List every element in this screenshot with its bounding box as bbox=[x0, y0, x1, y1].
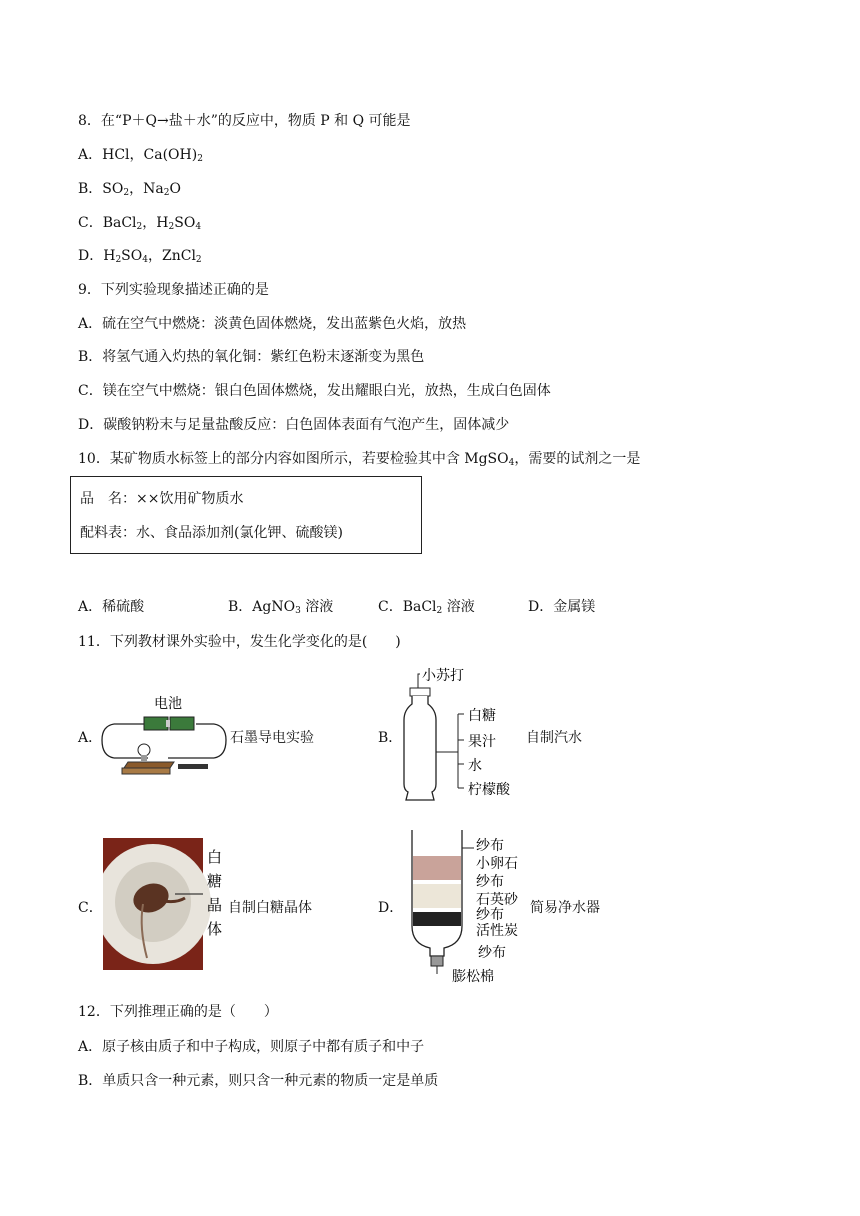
q9-option-b: B．将氢气通入灼热的氧化铜：紫红色粉末逐渐变为黑色 bbox=[78, 349, 425, 365]
q11-caption-a: 石墨导电实验 bbox=[230, 730, 314, 746]
q12-stem: 12．下列推理正确的是（ ） bbox=[78, 1004, 278, 1020]
q11-letter-b: B． bbox=[378, 730, 403, 746]
q8-option-c bbox=[78, 213, 201, 233]
q8-c-sub: 2 bbox=[136, 222, 143, 232]
gauze-label-3: 纱布 bbox=[476, 907, 504, 923]
q8-c-text3: SO bbox=[174, 215, 196, 231]
label-char-2: 糖 bbox=[207, 872, 223, 890]
q8-stem-suffix: 盐＋水”的反应中，物质 P 和 Q 可能是 bbox=[168, 113, 411, 129]
q11-caption-c: 自制白糖晶体 bbox=[228, 900, 312, 916]
q8-c-text: C．BaCl bbox=[78, 215, 137, 231]
gauze-label-4: 纱布 bbox=[478, 945, 506, 961]
q8-a-text: A．HCl，Ca(OH) bbox=[78, 147, 198, 163]
q8-b-text: B．SO bbox=[78, 181, 124, 197]
q8-stem bbox=[78, 111, 411, 131]
q10-b-sub: 3 bbox=[295, 606, 301, 616]
label-char-4: 体 bbox=[207, 920, 223, 938]
citric-acid-label: 柠檬酸 bbox=[468, 782, 510, 798]
q8-c-text2: ，H bbox=[142, 215, 169, 231]
q8-d-text: D．H bbox=[78, 248, 116, 264]
q11-caption-b: 自制汽水 bbox=[526, 730, 582, 746]
q8-option-d bbox=[78, 246, 202, 266]
q8-d-text2: SO bbox=[121, 248, 143, 264]
q10-stem bbox=[78, 449, 640, 469]
q10-b-text2: 溶液 bbox=[300, 599, 334, 615]
q10-stem-prefix: 10．某矿物质水标签上的部分内容如图所示，若要检验其中含 MgSO bbox=[78, 451, 509, 467]
q10-b-text: B．AgNO bbox=[228, 599, 296, 615]
gauze-label-1: 纱布 bbox=[476, 838, 504, 854]
baking-soda-label: 小苏打 bbox=[422, 668, 464, 684]
q11-stem: 11．下列教材课外实验中，发生化学变化的是( ) bbox=[78, 634, 401, 650]
q8-b-text3: O bbox=[169, 181, 181, 197]
q11-caption-d: 简易净水器 bbox=[530, 900, 600, 916]
q11-letter-d: D． bbox=[378, 900, 404, 916]
q8-c-sub2: 2 bbox=[168, 222, 175, 232]
q9-option-d: D．碳酸钠粉末与足量盐酸反应：白色固体表面有气泡产生，固体减少 bbox=[78, 417, 510, 433]
q8-d-sub2: 4 bbox=[142, 255, 148, 265]
q9-option-a: A．硫在空气中燃烧：淡黄色固体燃烧，发出蓝紫色火焰，放热 bbox=[78, 316, 467, 332]
q8-option-a bbox=[78, 145, 203, 165]
q12-option-b: B．单质只含一种元素，则只含一种元素的物质一定是单质 bbox=[78, 1073, 439, 1089]
q10-stem-suffix: ，需要的试剂之一是 bbox=[514, 451, 641, 467]
q10-option-d: D．金属镁 bbox=[528, 599, 596, 615]
q9-option-c: C．镁在空气中燃烧：银白色固体燃烧，发出耀眼白光，放热，生成白色固体 bbox=[78, 383, 551, 399]
q10-option-c bbox=[378, 597, 475, 617]
label-char-1: 白 bbox=[207, 848, 223, 866]
battery-label: 电池 bbox=[154, 696, 182, 712]
sugar-label: 白糖 bbox=[468, 708, 496, 724]
gauze-label-2: 纱布 bbox=[476, 874, 504, 890]
cotton-label: 膨松棉 bbox=[452, 969, 494, 985]
q8-a-sub: 2 bbox=[197, 154, 203, 164]
juice-label: 果汁 bbox=[468, 734, 496, 750]
activated-carbon-label: 活性炭 bbox=[476, 923, 518, 939]
q8-stem-prefix: 8．在“P＋Q bbox=[78, 113, 157, 129]
q8-option-b bbox=[78, 179, 181, 199]
soda-bottle-figure bbox=[398, 664, 524, 808]
q8-c-sub3: 4 bbox=[195, 222, 202, 232]
q11-letter-a: A． bbox=[78, 730, 103, 746]
pebble-label: 小卵石 bbox=[476, 856, 518, 872]
water-label: 水 bbox=[468, 758, 482, 774]
q8-d-text3: ，ZnCl bbox=[147, 248, 196, 264]
q8-d-sub3: 2 bbox=[195, 255, 202, 265]
q10-stem-sub: 4 bbox=[508, 458, 515, 468]
q10-option-a: A．稀硫酸 bbox=[78, 599, 145, 615]
q9-stem: 9．下列实验现象描述正确的是 bbox=[78, 282, 269, 298]
label-product-name: 品 名：××饮用矿物质水 bbox=[80, 491, 244, 507]
q8-b-text2: ，Na bbox=[129, 181, 164, 197]
label-char-3: 晶 bbox=[207, 896, 223, 914]
water-purifier-figure bbox=[404, 826, 528, 988]
q11-letter-c: C． bbox=[78, 900, 103, 916]
sugar-crystal-photo bbox=[103, 838, 227, 970]
graphite-circuit-figure bbox=[100, 690, 228, 780]
q8-b-sub2: 2 bbox=[163, 188, 170, 198]
q10-option-b bbox=[228, 597, 333, 617]
q8-b-sub: 2 bbox=[123, 188, 130, 198]
q12-option-a: A．原子核由质子和中子构成，则原子中都有质子和中子 bbox=[78, 1039, 425, 1055]
q10-c-text: C．BaCl bbox=[378, 599, 437, 615]
q10-c-sub: 2 bbox=[436, 606, 443, 616]
reaction-arrow: → bbox=[156, 113, 169, 129]
q8-d-sub: 2 bbox=[115, 255, 122, 265]
q10-c-text2: 溶液 bbox=[442, 599, 475, 615]
mineral-water-label-box bbox=[70, 476, 422, 554]
quartz-sand-label: 石英砂 bbox=[476, 892, 518, 908]
label-ingredients: 配料表：水、食品添加剂(氯化钾、硫酸镁) bbox=[80, 525, 343, 541]
